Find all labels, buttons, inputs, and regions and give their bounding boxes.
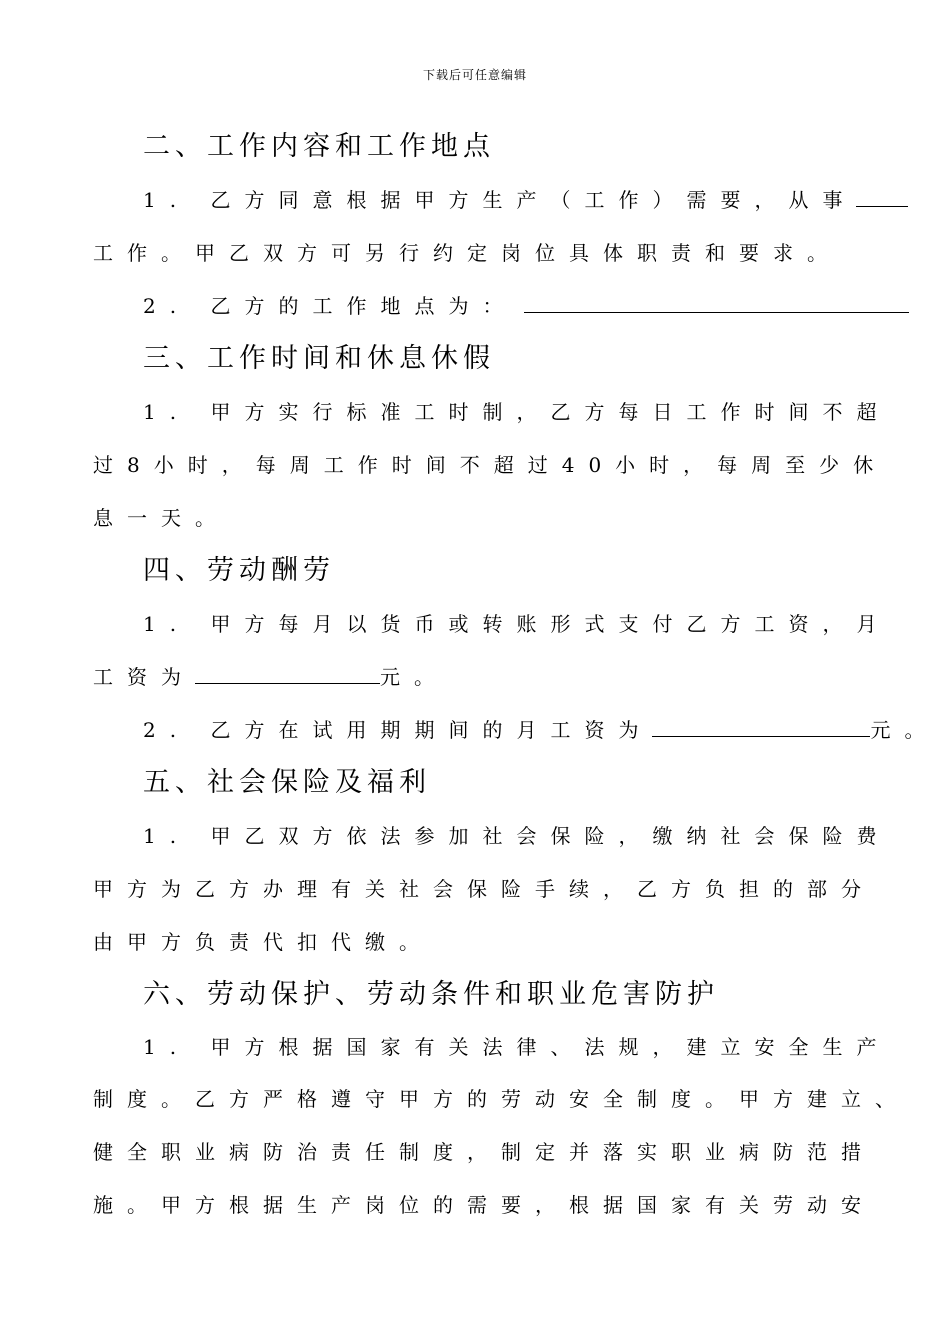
paragraph-line: 1. 甲方根据国家有关法律、法规，建立安全生产 [143, 1035, 891, 1059]
blank-probation-salary-field[interactable] [652, 718, 870, 737]
section-title-labor-protection: 六、劳动保护、劳动条件和职业危害防护 [143, 979, 719, 1010]
blank-job-field[interactable] [856, 188, 908, 207]
paragraph-line: 甲方为乙方办理有关社会保险手续，乙方负担的部分 [93, 877, 875, 901]
text: 元。 [380, 665, 448, 689]
section-title-social-insurance: 五、社会保险及福利 [143, 767, 431, 798]
paragraph-line: 健全职业病防治责任制度，制定并落实职业病防范措 [93, 1140, 875, 1164]
paragraph-line [143, 290, 909, 319]
paragraph-line [143, 714, 938, 743]
header-note: 下载后可任意编辑 [422, 68, 527, 82]
paragraph-line: 1. 甲乙双方依法参加社会保险，缴纳社会保险费 [143, 824, 891, 848]
section-title-remuneration: 四、劳动酬劳 [143, 555, 335, 586]
paragraph-line: 工作。甲乙双方可另行约定岗位具体职责和要求。 [93, 241, 841, 265]
paragraph-line: 制度。乙方严格遵守甲方的劳动安全制度。甲方建立、 [93, 1087, 909, 1111]
paragraph-line: 过8小时，每周工作时间不超过40小时，每周至少休 [93, 453, 888, 477]
text: 1. 乙方同意根据甲方生产（工作）需要，从事 [143, 188, 857, 212]
paragraph-line: 息一天。 [93, 506, 229, 530]
paragraph-line: 1. 甲方每月以货币或转账形式支付乙方工资，月 [143, 612, 891, 636]
paragraph-line [143, 184, 908, 213]
text: 工资为 [93, 665, 195, 689]
text: 元。 [870, 718, 939, 742]
paragraph-line: 由甲方负责代扣代缴。 [93, 930, 433, 954]
text: 2. 乙方在试用期期间的月工资为 [143, 718, 653, 742]
paragraph-line [93, 661, 448, 690]
blank-work-location-field[interactable] [524, 294, 909, 313]
text: 2. 乙方的工作地点为： [143, 294, 517, 318]
paragraph-line: 1. 甲方实行标准工时制，乙方每日工作时间不超 [143, 400, 891, 424]
blank-monthly-salary-field[interactable] [195, 665, 380, 684]
paragraph-line: 施。甲方根据生产岗位的需要，根据国家有关劳动安 [93, 1193, 875, 1217]
section-title-work-hours: 三、工作时间和休息休假 [143, 343, 495, 374]
section-title-work-content: 二、工作内容和工作地点 [143, 131, 495, 162]
